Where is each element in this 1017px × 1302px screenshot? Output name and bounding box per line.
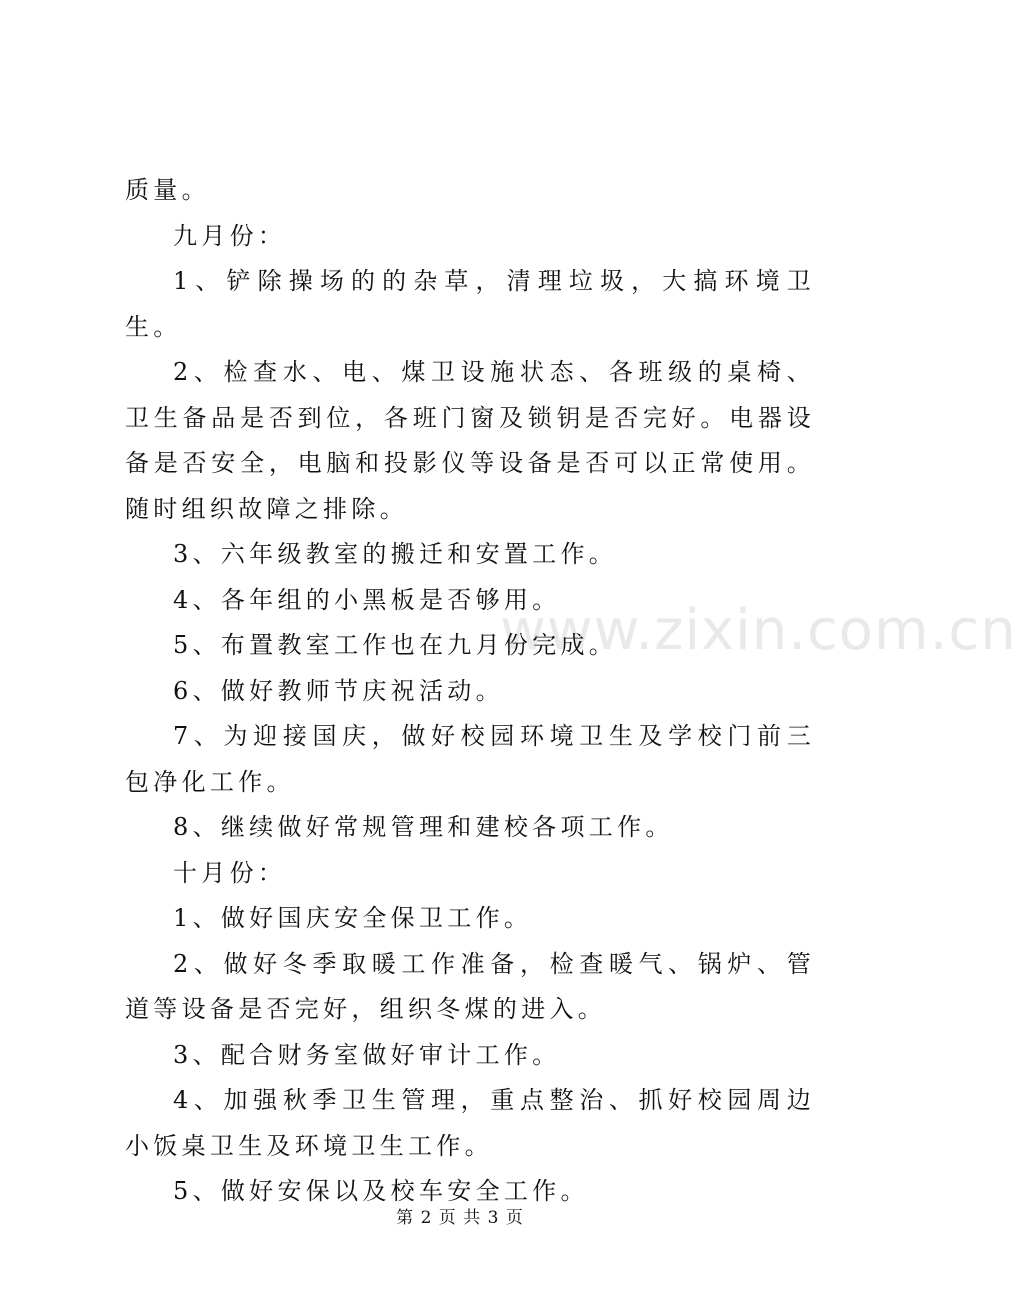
paragraph-continuation: 质量。 [125,176,210,204]
list-item: 5、布置教室工作也在九月份完成。 [173,631,618,659]
section-heading-october: 十月份： [173,858,287,887]
list-item: 8、继续做好常规管理和建校各项工作。 [173,813,674,841]
list-item: 3、配合财务室做好审计工作。 [173,1040,561,1069]
list-item: 2、做好冬季取暖工作准备，检查暖气、锅炉、管道等设备是否完好，组织冬煤的进入。 [125,949,815,1023]
list-item: 1、做好国庆安全保卫工作。 [173,904,533,932]
list-item: 4、各年组的小黑板是否够用。 [173,585,561,614]
list-item: 4、加强秋季卫生管理，重点整治、抓好校园周边小饭桌卫生及环境卫生工作。 [125,1086,815,1160]
page-number-footer: 第 2 页 共 3 页 [396,1208,524,1228]
document-body [125,168,815,1215]
list-item: 7、为迎接国庆，做好校园环境卫生及学校门前三包净化工作。 [125,722,815,796]
list-item: 5、做好安保以及校车安全工作。 [173,1177,589,1205]
list-item: 6、做好教师节庆祝活动。 [173,676,504,705]
list-item: 3、六年级教室的搬迁和安置工作。 [173,540,618,568]
list-item: 2、检查水、电、煤卫设施状态、各班级的桌椅、卫生备品是否到位，各班门窗及锁钥是否完好。电器设备是否安全，电脑和投影仪等设备是否可以正常使用。随时组织故障之排除。 [125,358,815,523]
watermark: www.zixin.com.cn [500,598,1017,663]
section-heading-september: 九月份： [173,221,287,250]
list-item: 1、铲除操场的的杂草，清理垃圾，大搞环境卫生。 [125,267,815,341]
